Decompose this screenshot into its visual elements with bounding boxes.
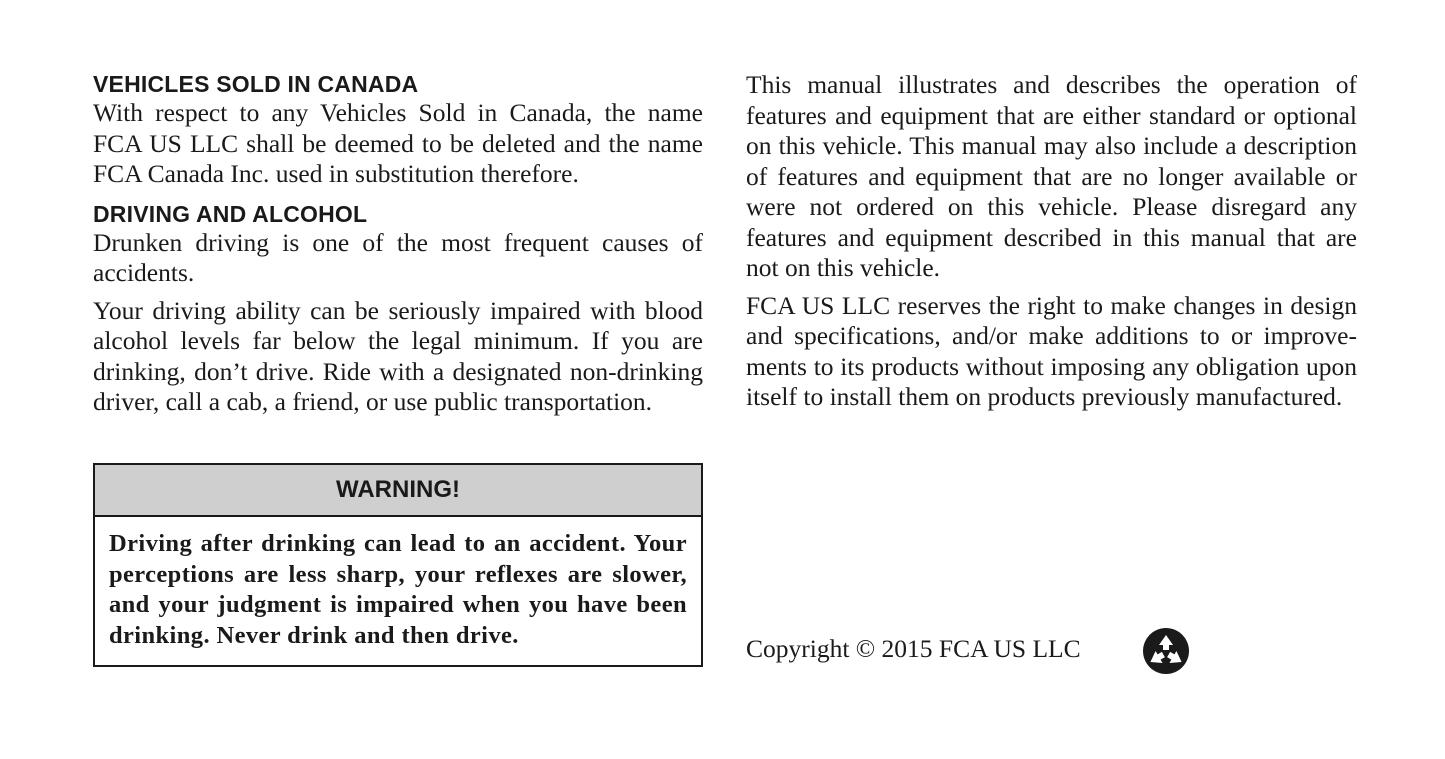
- alcohol-paragraph-1: Drunken driving is one of the most frequent causes of accidents.: [93, 227, 703, 287]
- changes-paragraph: FCA US LLC reserves the right to make changes in design and specifications, and/or make additions to or improvements to its products without imposing any obligation upon itself to install them on products previously manufactured.: [746, 290, 1357, 411]
- warning-title: WARNING!: [95, 465, 701, 517]
- manual-description-paragraph: This manual illustrates and describes the operation of features and equipment that are either standard or optional on this vehicle. This manual may also include a description of features and equipment that are no longer available or were not ordered on this vehicle. Please disregard any features and equipment described in this manual that are not on this vehicle.: [746, 70, 1357, 282]
- heading-vehicles-sold-in-canada: VEHICLES SOLD IN CANADA: [93, 71, 419, 97]
- right-column: [746, 70, 1357, 413]
- warning-box: [93, 463, 703, 667]
- left-column: [93, 70, 703, 418]
- recycle-icon: [1142, 627, 1190, 675]
- canada-paragraph: With respect to any Vehicles Sold in Canada, the name FCA US LLC shall be deemed to be deleted and the name FCA Canada Inc. used in substitution therefore.: [93, 98, 703, 188]
- copyright-notice: Copyright © 2015 FCA US LLC: [746, 634, 1081, 663]
- warning-text: Driving after drinking can lead to an accident. Your perceptions are less sharp, your reflexes are slower, and your judgment is impaired when you have been drinking. Never drink and then drive.: [109, 530, 687, 649]
- heading-driving-and-alcohol: DRIVING AND ALCOHOL: [93, 200, 368, 227]
- alcohol-paragraph-2: Your driving ability can be seriously impaired with blood alcohol levels far below the legal minimum. If you are drinking, don’t drive. Ride with a designated non-drinking driver, call a cab, a friend, or use public transportation.: [93, 295, 703, 416]
